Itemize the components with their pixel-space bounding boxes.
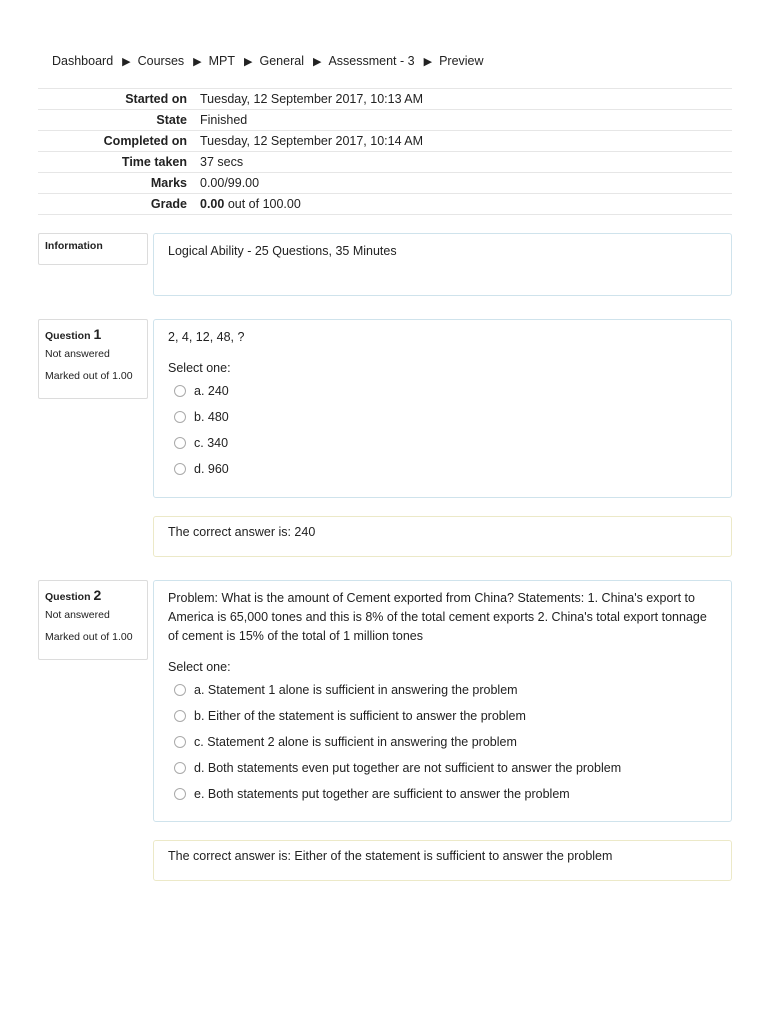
question-1-option-a[interactable] — [168, 378, 717, 404]
breadcrumb-separator-icon: ▶ — [244, 55, 253, 68]
question-2-info-box — [38, 580, 148, 660]
information-label: Information — [45, 240, 103, 252]
radio-button[interactable] — [174, 788, 186, 800]
question-2-title — [45, 587, 141, 603]
question-2-option-b[interactable] — [168, 703, 717, 729]
question-1-marked: Marked out of 1.00 — [45, 370, 133, 382]
radio-button[interactable] — [174, 710, 186, 722]
question-2-option-e[interactable] — [168, 781, 717, 807]
question-number: 2 — [93, 587, 102, 603]
question-2-select-label: Select one: — [168, 660, 231, 674]
option-label: c. 340 — [194, 435, 229, 450]
grade-value: 0.00 — [200, 197, 225, 211]
summary-label: Completed on — [38, 131, 193, 152]
breadcrumb-separator-icon: ▶ — [193, 55, 202, 68]
question-2-text: Problem: What is the amount of Cement exported from China? Statements: 1. China's export to America is 65,000 tones and this is 8% of the total cement exports 2. China's total export tonnage of cement is 15% of the total of 1 million tones — [168, 591, 707, 643]
question-1-info-box — [38, 319, 148, 399]
question-label: Question — [45, 591, 91, 603]
summary-value: 0.00/99.00 — [193, 173, 732, 194]
question-1-select-label: Select one: — [168, 361, 231, 375]
summary-row-time-taken — [38, 152, 732, 173]
breadcrumb-preview[interactable]: Preview — [439, 54, 484, 68]
breadcrumb-general[interactable]: General — [259, 54, 304, 68]
option-label: c. Statement 2 alone is sufficient in answering the problem — [194, 734, 517, 749]
attempt-summary-table — [38, 88, 732, 215]
question-2-feedback — [153, 840, 732, 881]
breadcrumb-separator-icon: ▶ — [423, 55, 433, 68]
question-1-text: 2, 4, 12, 48, ? — [168, 330, 245, 344]
information-content — [153, 233, 732, 296]
summary-row-state — [38, 110, 732, 131]
question-1-title — [45, 326, 141, 342]
information-text: Logical Ability - 25 Questions, 35 Minutes — [168, 244, 397, 258]
summary-row-started — [38, 89, 732, 110]
question-2-option-d[interactable] — [168, 755, 717, 781]
summary-value — [193, 194, 732, 215]
summary-label: Time taken — [38, 152, 193, 173]
radio-button[interactable] — [174, 437, 186, 449]
option-label: d. 960 — [194, 461, 229, 476]
breadcrumb-dashboard[interactable]: Dashboard — [52, 54, 114, 68]
summary-value: Tuesday, 12 September 2017, 10:14 AM — [193, 131, 732, 152]
question-number: 1 — [93, 326, 102, 342]
summary-row-grade — [38, 194, 732, 215]
question-1-option-b[interactable] — [168, 404, 717, 430]
breadcrumb-separator-icon: ▶ — [312, 55, 322, 68]
option-label: a. 240 — [194, 383, 229, 398]
summary-label: State — [38, 110, 193, 131]
breadcrumb-assessment[interactable]: Assessment - 3 — [328, 54, 415, 68]
question-1-feedback — [153, 516, 732, 557]
option-label: d. Both statements even put together are not sufficient to answer the problem — [194, 760, 622, 775]
summary-label: Grade — [38, 194, 193, 215]
option-label: b. Either of the statement is sufficient to answer the problem — [194, 708, 526, 723]
question-2-option-c[interactable] — [168, 729, 717, 755]
summary-value: Finished — [193, 110, 732, 131]
breadcrumb-separator-icon: ▶ — [122, 55, 131, 68]
summary-row-marks — [38, 173, 732, 194]
summary-value: Tuesday, 12 September 2017, 10:13 AM — [193, 89, 732, 110]
breadcrumb-courses[interactable]: Courses — [137, 54, 185, 68]
question-1-status: Not answered — [45, 348, 110, 360]
question-1-option-d[interactable] — [168, 456, 717, 482]
breadcrumb-mpt[interactable]: MPT — [208, 54, 236, 68]
radio-button[interactable] — [174, 385, 186, 397]
summary-value: 37 secs — [193, 152, 732, 173]
question-2-status: Not answered — [45, 609, 110, 621]
question-2-marked: Marked out of 1.00 — [45, 631, 133, 643]
grade-out-of: out of 100.00 — [224, 197, 301, 211]
radio-button[interactable] — [174, 684, 186, 696]
summary-label: Marks — [38, 173, 193, 194]
summary-label: Started on — [38, 89, 193, 110]
radio-button[interactable] — [174, 463, 186, 475]
option-label: b. 480 — [194, 409, 229, 424]
question-2-correct-answer: The correct answer is: Either of the statement is sufficient to answer the problem — [168, 849, 613, 863]
breadcrumb — [52, 54, 484, 68]
question-1-option-c[interactable] — [168, 430, 717, 456]
question-label: Question — [45, 330, 91, 342]
question-1-content — [153, 319, 732, 498]
summary-row-completed — [38, 131, 732, 152]
information-info-box — [38, 233, 148, 265]
radio-button[interactable] — [174, 736, 186, 748]
option-label: e. Both statements put together are sufficient to answer the problem — [194, 786, 570, 801]
question-2-option-a[interactable] — [168, 677, 717, 703]
option-label: a. Statement 1 alone is sufficient in answering the problem — [194, 682, 518, 697]
question-2-content — [153, 580, 732, 822]
radio-button[interactable] — [174, 762, 186, 774]
question-1-correct-answer: The correct answer is: 240 — [168, 525, 316, 539]
radio-button[interactable] — [174, 411, 186, 423]
